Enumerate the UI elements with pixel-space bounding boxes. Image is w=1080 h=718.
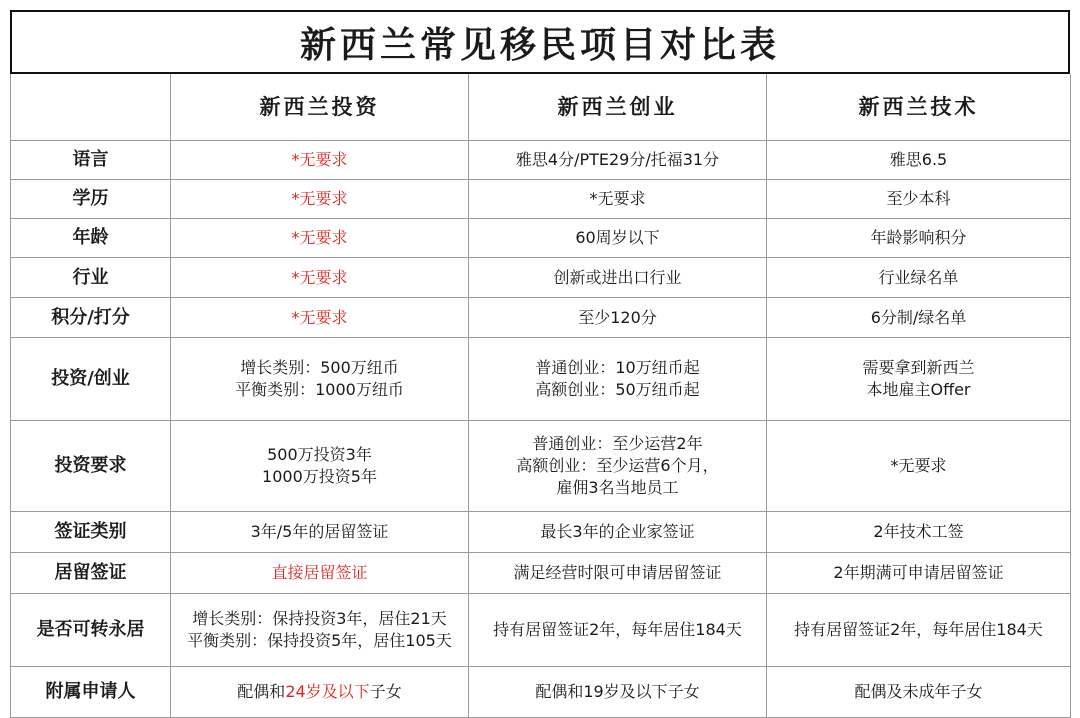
cell-skilled [767,298,1071,338]
cell-text: 2年技术工签 [873,522,964,541]
page-title: 新西兰常见移民项目对比表 [10,10,1070,74]
cell-text: 满足经营时限可申请居留签证 [513,563,722,582]
row-label: 附属申请人 [11,667,171,718]
cell-investment [171,141,469,180]
cell-business [469,594,767,667]
table-row [11,421,1071,512]
cell-text: *无要求 [291,150,348,169]
cell-text: 年龄影响积分 [870,228,967,247]
cell-text: 本地雇主Offer [866,380,971,399]
cell-text: *无要求 [291,267,348,287]
cell-business [469,667,767,718]
table-row [11,594,1071,667]
cell-text: 至少120分 [578,307,657,327]
cell-text: *无要求 [291,189,348,208]
table-body [11,141,1071,718]
cell-text: 高额创业：至少运营6个月， [516,456,719,475]
header-corner [11,74,171,141]
cell-text: 雇佣3名当地员工 [556,478,679,497]
cell-text: 1000万投资5年 [262,467,377,486]
cell-investment [171,421,469,512]
cell-business [469,141,767,180]
cell-text: 增长类别：500万纽币 [240,358,399,377]
cell-business [469,553,767,594]
table-row [11,141,1071,180]
cell-text: 持有居留签证2年，每年居住184天 [794,620,1043,639]
row-label: 年龄 [11,219,171,258]
cell-investment [171,298,469,338]
cell-investment [171,553,469,594]
cell-text: 平衡类别：保持投资5年，居住105天 [187,631,452,650]
cell-investment [171,594,469,667]
cell-text: 2年期满可申请居留签证 [833,563,1004,582]
row-label: 投资要求 [11,421,171,512]
row-label: 学历 [11,180,171,219]
cell-text: 3年/5年的居留签证 [250,522,389,541]
cell-text: 雅思4分/PTE29分/托福31分 [515,150,720,169]
cell-skilled [767,141,1071,180]
cell-skilled [767,180,1071,219]
table-row [11,298,1071,338]
cell-text: 普通创业：至少运营2年 [532,434,703,453]
cell-text: 雅思6.5 [889,150,948,169]
cell-text: 普通创业：10万纽币起 [535,358,700,377]
cell-text: 配偶及未成年子女 [854,682,983,701]
cell-business [469,338,767,421]
cell-investment [171,219,469,258]
row-label: 居留签证 [11,553,171,594]
table-row [11,553,1071,594]
cell-investment [171,258,469,298]
table-row [11,338,1071,421]
row-label: 积分/打分 [11,298,171,338]
cell-text: 持有居留签证2年，每年居住184天 [493,620,742,639]
cell-skilled [767,258,1071,298]
cell-business [469,180,767,219]
cell-text: 直接居留签证 [271,563,368,582]
cell-text: 至少本科 [886,189,951,208]
cell-business [469,512,767,553]
cell-text: 500万投资3年 [267,445,372,464]
header-investment: 新西兰投资 [171,74,469,141]
header-skilled: 新西兰技术 [767,74,1071,141]
table-row [11,180,1071,219]
row-label: 是否可转永居 [11,594,171,667]
cell-text: 增长类别：保持投资3年，居住21天 [192,609,447,628]
cell-skilled [767,338,1071,421]
cell-text: 6分制/绿名单 [870,307,967,327]
cell-text: *无要求 [291,228,348,247]
cell-skilled [767,594,1071,667]
cell-business [469,258,767,298]
row-label: 投资/创业 [11,338,171,421]
cell-investment [171,667,469,718]
row-label: 行业 [11,258,171,298]
cell-skilled [767,667,1071,718]
cell-skilled [767,553,1071,594]
table-row [11,219,1071,258]
cell-text: 配偶和 [237,682,286,701]
cell-text: 高额创业：50万纽币起 [535,380,700,399]
cell-text: *无要求 [291,307,348,327]
table-row [11,512,1071,553]
table-row [11,667,1071,718]
cell-business [469,421,767,512]
cell-text: 最长3年的企业家签证 [540,522,695,541]
cell-text: *无要求 [589,189,646,208]
cell-investment [171,512,469,553]
cell-investment [171,338,469,421]
header-business: 新西兰创业 [469,74,767,141]
cell-text: 24岁及以下 [285,682,370,701]
cell-text: 创新或进出口行业 [553,267,682,287]
row-label: 签证类别 [11,512,171,553]
cell-investment [171,180,469,219]
cell-business [469,298,767,338]
cell-business [469,219,767,258]
cell-text: 平衡类别：1000万纽币 [235,380,404,399]
comparison-page [10,10,1070,707]
cell-skilled [767,512,1071,553]
table-row [11,258,1071,298]
cell-text: 子女 [369,682,402,701]
comparison-table [10,74,1071,718]
cell-text: 需要拿到新西兰 [862,358,975,377]
cell-text: 配偶和19岁及以下子女 [535,682,700,701]
cell-text: 60周岁以下 [575,228,660,247]
cell-text: 行业绿名单 [878,267,959,287]
cell-skilled [767,421,1071,512]
table-header-row [11,74,1071,141]
cell-text: *无要求 [890,456,947,475]
cell-skilled [767,219,1071,258]
row-label: 语言 [11,141,171,180]
